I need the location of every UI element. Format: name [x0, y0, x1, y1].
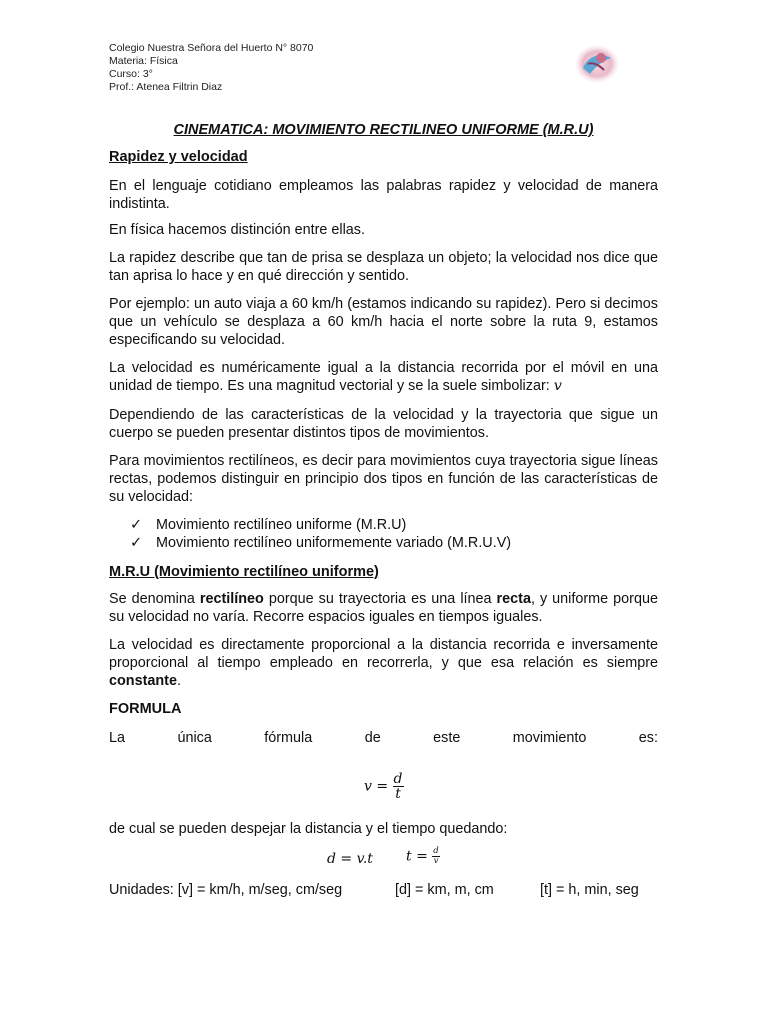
- paragraph: La rapidez describe que tan de prisa se desplaza un objeto; la velocidad nos dice que tan aprisa lo hace y en qué dirección y sentido.: [109, 250, 658, 284]
- paragraph: Dependiendo de las características de la velocidad y la trayectoria que sigue un cuerpo se pueden presentar distintos tipos de movimientos.: [109, 407, 658, 441]
- list-item: [130, 534, 511, 552]
- paragraph: [109, 636, 658, 690]
- list-item-label: Movimiento rectilíneo uniforme (M.R.U): [156, 517, 407, 533]
- word: única: [177, 730, 212, 746]
- paragraph: de cual se pueden despejar la distancia y el tiempo quedando:: [109, 821, 508, 837]
- checkmark-icon: ✓: [130, 535, 143, 551]
- bold-term: constante: [109, 673, 177, 689]
- school-name: Colegio Nuestra Señora del Huerto N° 8070: [109, 42, 314, 54]
- word: es:: [638, 730, 658, 746]
- paragraph-text: La velocidad es numéricamente igual a la distancia recorrida por el móvil en una unidad de tiempo. Es una magnitud vectorial y se la suele simbolizar:: [109, 360, 658, 394]
- word: fórmula: [264, 730, 313, 746]
- checkmark-icon: ✓: [130, 517, 143, 533]
- bold-term: recta: [496, 591, 531, 607]
- paragraph: [109, 359, 658, 395]
- formula-heading: FORMULA: [109, 701, 182, 717]
- course-line: Curso: 3°: [109, 68, 153, 80]
- distance-formula: d = v.t: [327, 851, 373, 867]
- list-item-label: Movimiento rectilíneo uniformemente variado (M.R.U.V): [156, 535, 512, 551]
- numerator: d: [393, 771, 403, 787]
- teacher-line: Prof.: Atenea Filtrin Diaz: [109, 81, 223, 93]
- text: Se denomina: [109, 591, 200, 607]
- bold-term: rectilíneo: [199, 591, 264, 607]
- movement-types-list: [130, 516, 511, 552]
- denominator: v: [433, 856, 439, 866]
- paragraph: En el lenguaje cotidiano empleamos las palabras rapidez y velocidad de manera indistinta.: [109, 178, 658, 212]
- fraction: [432, 847, 439, 866]
- paragraph: En física hacemos distinción entre ellas.: [109, 222, 365, 238]
- paragraph: Para movimientos rectilíneos, es decir para movimientos cuya trayectoria sigue líneas rectas, podemos distinguir en principio dos tipos en función de las características de su velocidad:: [109, 453, 658, 505]
- time-formula: [406, 847, 440, 866]
- main-formula: [364, 772, 404, 801]
- paragraph: [109, 590, 658, 626]
- velocity-symbol: v: [553, 378, 562, 394]
- paragraph: Por ejemplo: un auto viaja a 60 km/h (estamos indicando su rapidez). Pero si decimos que un vehículo se desplaza a 60 km/h hacia el norte sobre la ruta 9, estamos especificando su velocidad.: [109, 296, 658, 348]
- distance-units: [d] = km, m, cm: [395, 882, 494, 898]
- fraction: [393, 772, 404, 801]
- subject-line: Materia: Física: [109, 55, 178, 67]
- text: porque su trayectoria es una línea: [263, 591, 497, 607]
- list-item: [130, 516, 511, 534]
- document-title: CINEMATICA: MOVIMIENTO RECTILINEO UNIFORME (M.R.U): [173, 122, 594, 138]
- time-units: [t] = h, min, seg: [540, 882, 639, 898]
- word: este: [433, 730, 461, 746]
- document-header: [109, 42, 313, 94]
- formula-intro: [109, 729, 658, 747]
- section-heading-mru: M.R.U (Movimiento rectilíneo uniforme): [109, 564, 379, 580]
- formula-lhs: v =: [364, 778, 389, 795]
- text: , y uniforme porque su velocidad no varía. Recorre espacios iguales en tiempos iguales.: [109, 591, 658, 625]
- word: movimiento: [512, 730, 587, 746]
- section-heading-rapidez: Rapidez y velocidad: [109, 149, 248, 165]
- school-logo-icon: [574, 44, 620, 84]
- numerator: d: [433, 846, 439, 856]
- text: .: [176, 673, 181, 689]
- formula-lhs: t =: [406, 848, 428, 865]
- word: de: [364, 730, 381, 746]
- word: La: [109, 730, 126, 746]
- velocity-units: Unidades: [v] = km/h, m/seg, cm/seg: [109, 882, 343, 898]
- denominator: t: [395, 786, 401, 802]
- text: La velocidad es directamente proporcional a la distancia recorrida e inversamente proporcional al tiempo empleado en recorrerla, y que esa relación es siempre: [109, 637, 658, 671]
